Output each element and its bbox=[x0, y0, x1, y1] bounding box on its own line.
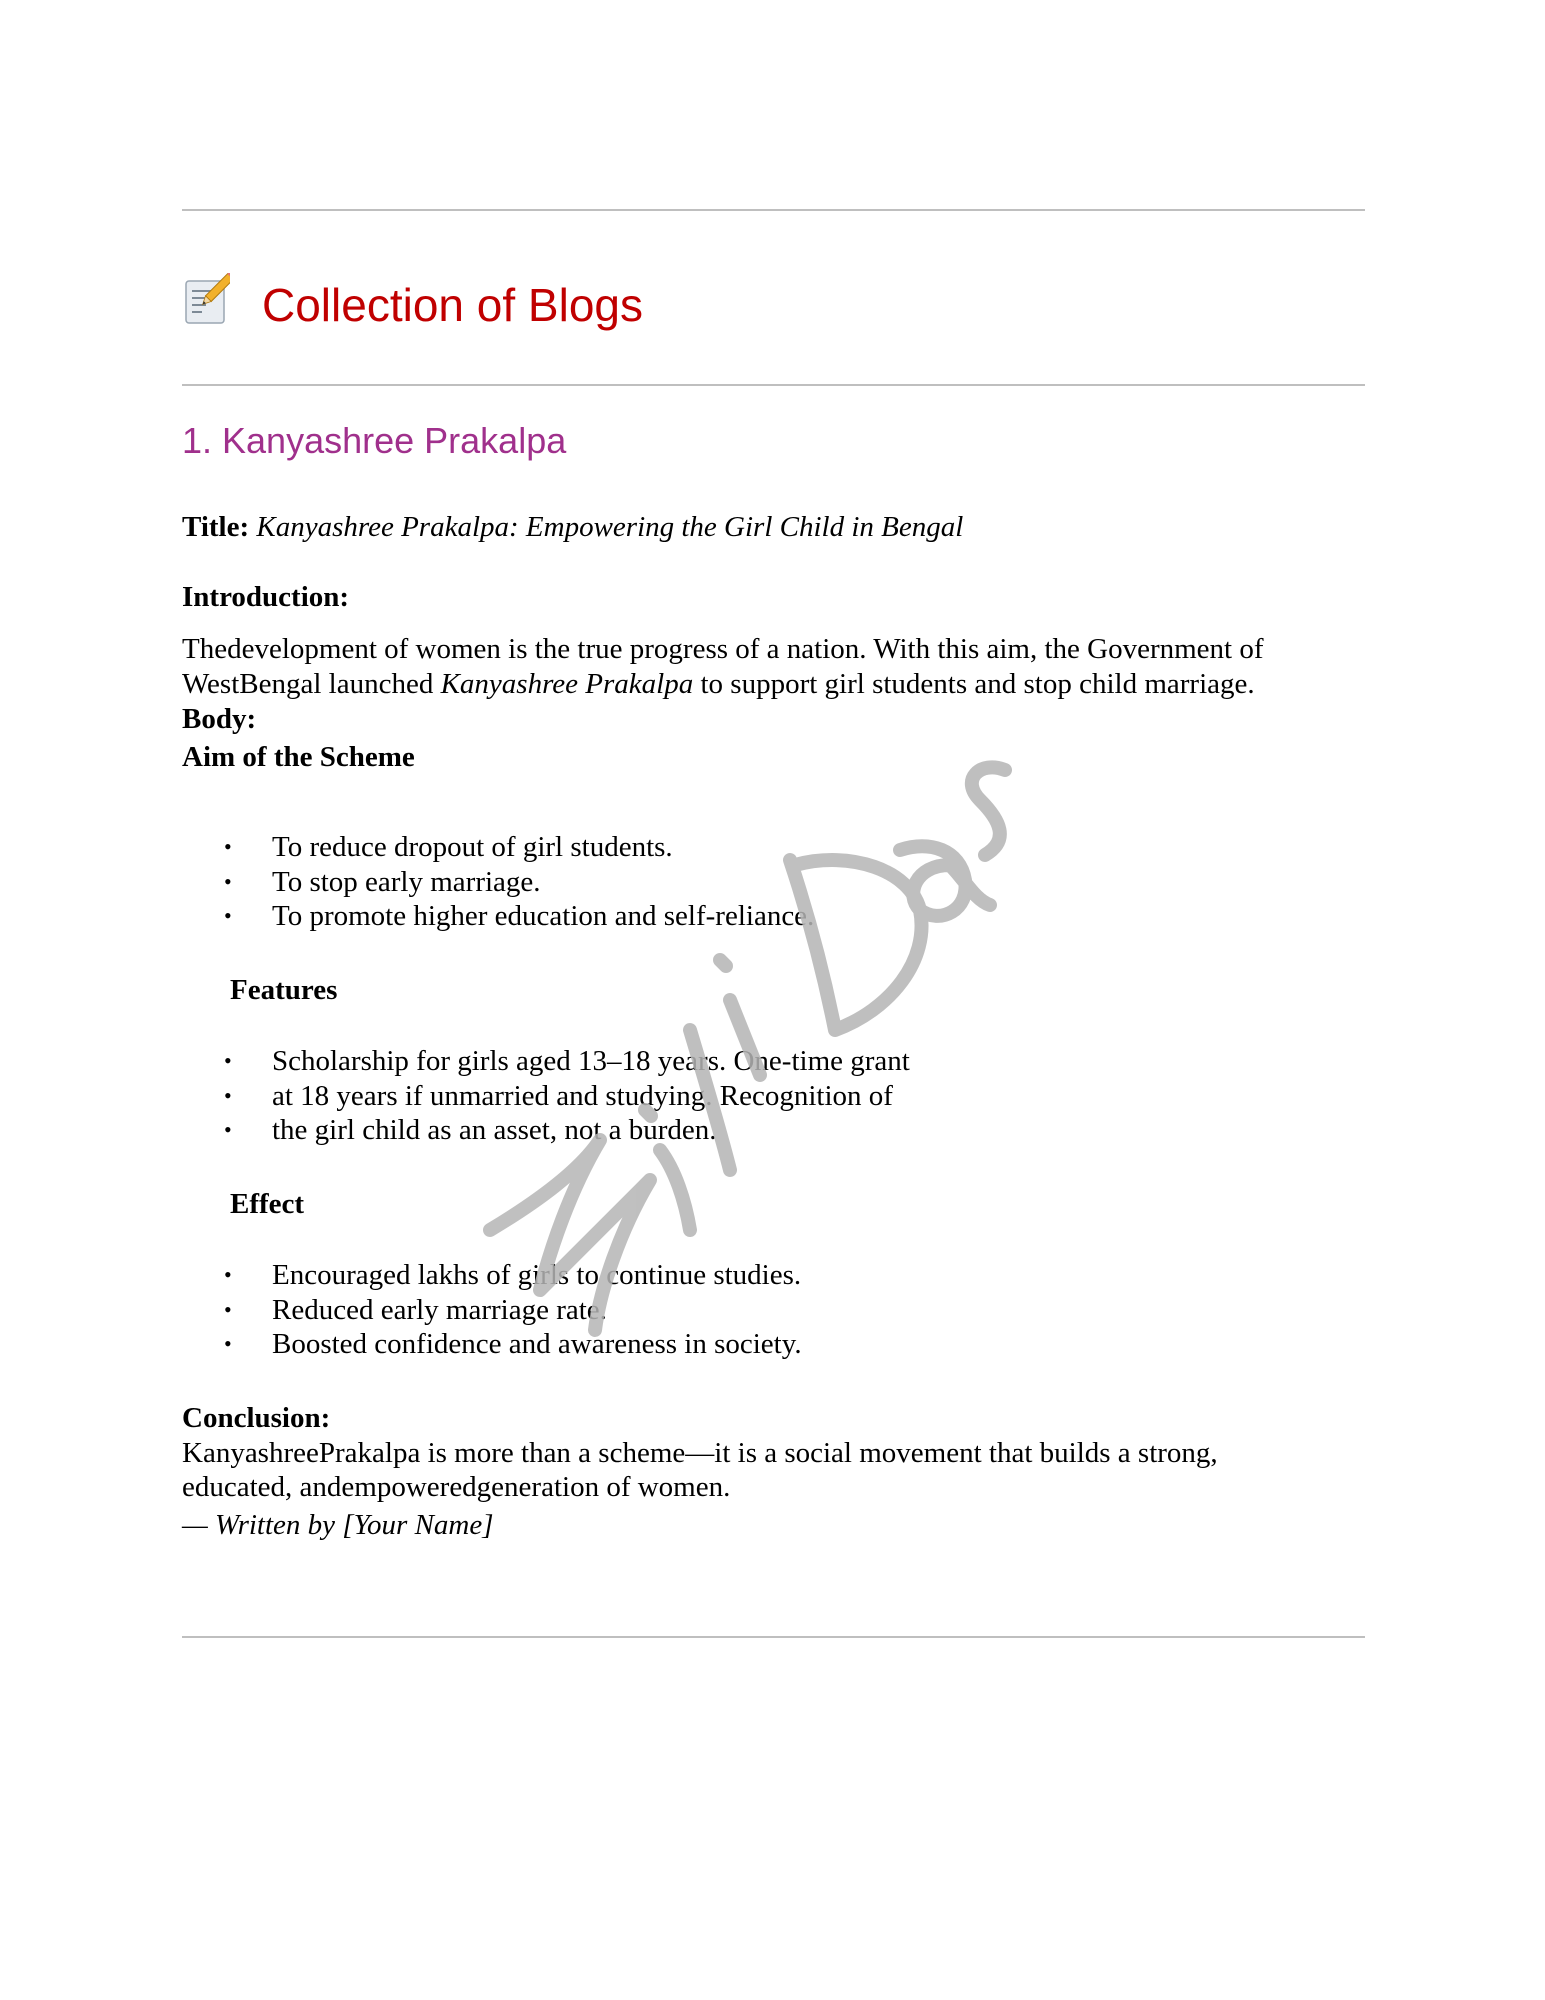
intro-line-1: Thedevelopment of women is the true progress of a nation. With this aim, the Government of bbox=[182, 633, 1264, 665]
features-heading: Features bbox=[230, 974, 338, 1006]
intro-line-2 bbox=[182, 667, 1255, 702]
list-item: • Encouraged lakhs of girls to continue studies. bbox=[182, 1258, 802, 1293]
list-item: • To stop early marriage. bbox=[182, 865, 814, 900]
effect-heading: Effect bbox=[230, 1188, 305, 1220]
list-item: • at 18 years if unmarried and studying. Recognition of bbox=[182, 1079, 910, 1114]
blog-heading: 1. Kanyashree Prakalpa bbox=[182, 420, 567, 461]
intro-line-2-start: WestBengal launched bbox=[182, 668, 441, 700]
list-item: • To promote higher education and self-reliance. bbox=[182, 899, 814, 934]
title-label: Title: bbox=[182, 511, 250, 543]
list-item: • Boosted confidence and awareness in society. bbox=[182, 1327, 802, 1362]
blog-title-text: Kanyashree Prakalpa: Empowering the Girl Child in Bengal bbox=[256, 511, 964, 543]
signature: — Written by [Your Name] bbox=[182, 1509, 494, 1541]
intro-line-2-end: to support girl students and stop child marriage. bbox=[693, 668, 1255, 700]
body-label: Body: bbox=[182, 703, 257, 735]
conclusion-label: Conclusion: bbox=[182, 1402, 331, 1434]
top-divider bbox=[182, 209, 1365, 211]
effect-list bbox=[182, 1258, 802, 1362]
title-divider bbox=[182, 384, 1365, 386]
list-item: • the girl child as an asset, not a burden. bbox=[182, 1113, 910, 1148]
bottom-divider bbox=[182, 1636, 1365, 1638]
page-title: Collection of Blogs bbox=[262, 279, 643, 331]
list-item: • To reduce dropout of girl students. bbox=[182, 830, 814, 865]
conclusion-line-1: KanyashreePrakalpa is more than a scheme—it is a social movement that builds a strong, bbox=[182, 1437, 1218, 1469]
memo-icon bbox=[184, 273, 230, 325]
aim-heading: Aim of the Scheme bbox=[182, 741, 415, 773]
list-item: • Reduced early marriage rate. bbox=[182, 1293, 802, 1328]
aim-list bbox=[182, 830, 814, 934]
blog-title-line bbox=[182, 510, 963, 545]
intro-scheme-name: Kanyashree Prakalpa bbox=[440, 668, 694, 700]
conclusion-line-2: educated, andempoweredgeneration of women. bbox=[182, 1471, 731, 1503]
features-list bbox=[182, 1044, 910, 1148]
introduction-label: Introduction: bbox=[182, 581, 350, 613]
list-item: • Scholarship for girls aged 13–18 years. One-time grant bbox=[182, 1044, 910, 1079]
